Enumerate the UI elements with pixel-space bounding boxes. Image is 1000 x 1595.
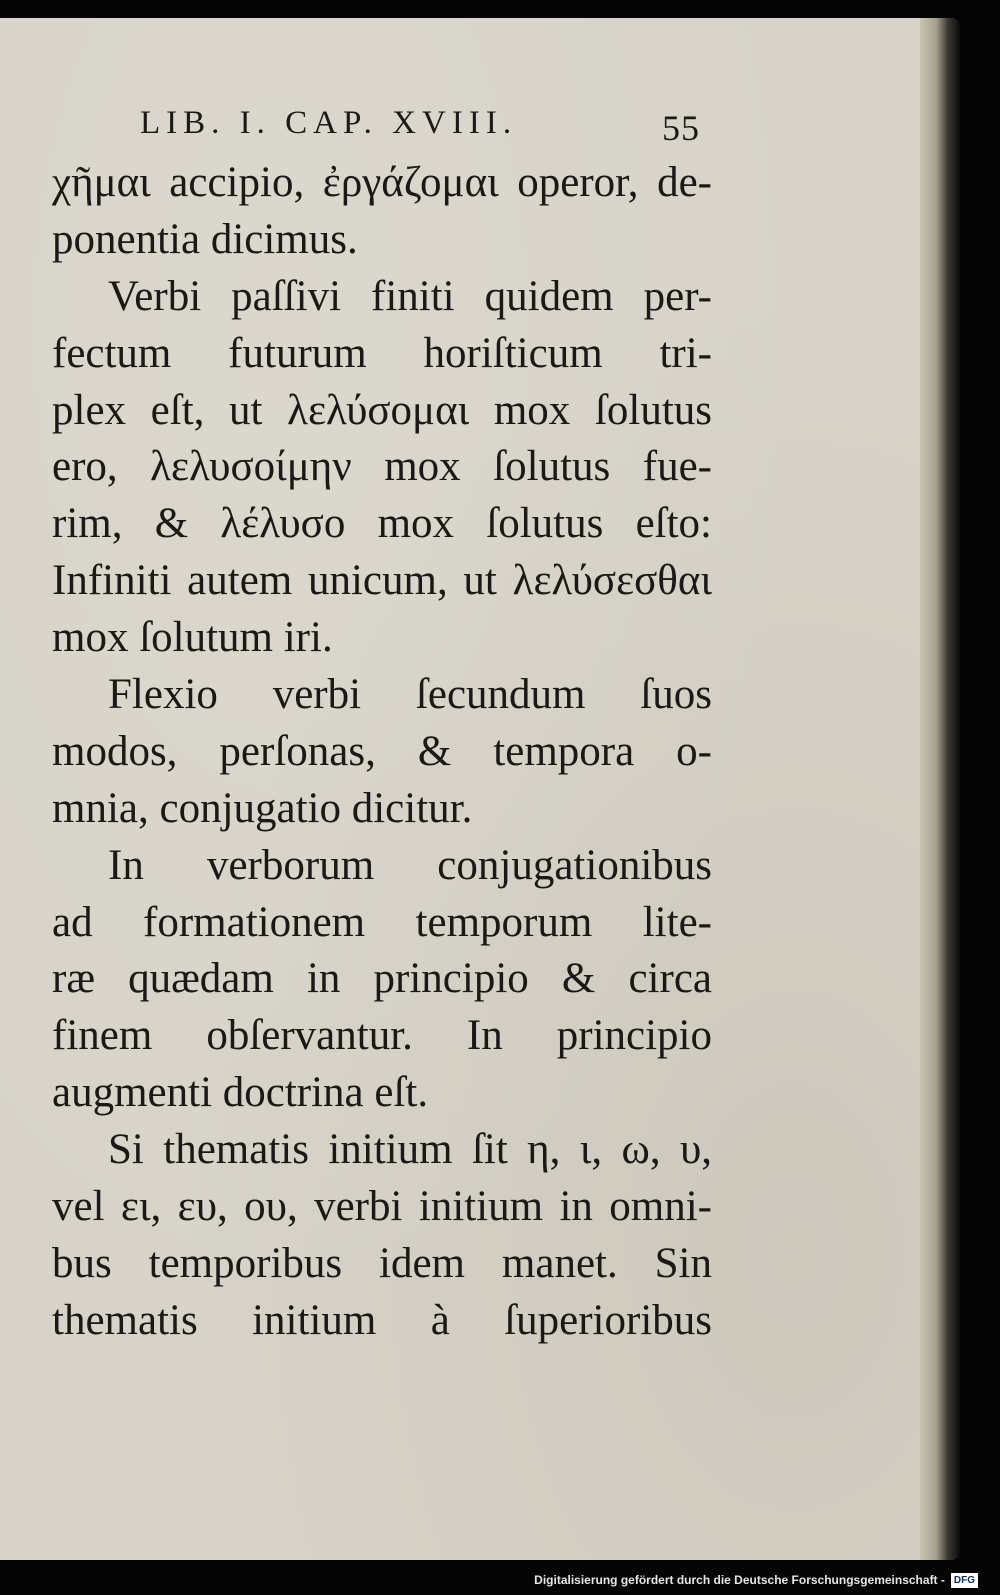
text-line: χῆμαι accipio, ἐργάζομαι operor, de-	[52, 159, 712, 206]
text-line: vel ει, ευ, ου, verbi initium in omni-	[52, 1183, 712, 1231]
text-line: mnia, conjugatio dicitur.	[52, 784, 473, 832]
page-header	[140, 105, 700, 155]
text-line: ad formationem temporum lite-	[52, 898, 712, 946]
text-line: thematis initium à ſuperioribus	[52, 1296, 712, 1344]
text-line: bus temporibus idem manet. Sin	[52, 1239, 712, 1287]
text-line: fectum futurum horiſticum tri-	[52, 329, 712, 377]
text-line: In verborum conjugationibus	[108, 841, 712, 889]
credit-text: Digitalisierung gefördert durch die Deutsche Forschungsgemeinschaft -	[534, 1573, 945, 1587]
text-line: modos, perſonas, & tempora o-	[52, 727, 712, 775]
body-text	[52, 155, 712, 1350]
text-line: Verbi paſſivi finiti quidem per-	[108, 272, 712, 320]
text-line: rim, & λέλυσο mox ſolutus eſto:	[52, 500, 712, 548]
text-line: Infiniti autem unicum, ut λελύσεσθαι	[52, 557, 712, 605]
running-title: LIB. I. CAP. XVIII.	[140, 105, 518, 141]
text-line: Flexio verbi ſecundum ſuos	[108, 671, 712, 719]
text-line: plex eſt, ut λελύσομαι mox ſolutus	[52, 386, 712, 434]
dfg-logo: DFG	[951, 1573, 978, 1588]
text-line: finem obſervantur. In principio	[52, 1012, 712, 1060]
text-line: ræ quædam in principio & circa	[52, 955, 712, 1003]
text-line: Si thematis initium ſit η, ι, ω, υ,	[108, 1126, 712, 1174]
text-line: ponentia dicimus.	[52, 215, 358, 263]
digitization-credit	[534, 1569, 978, 1591]
page-number: 55	[662, 108, 700, 148]
text-line: mox ſolutum iri.	[52, 614, 333, 662]
text-line: ero, λελυσοίμην mox ſolutus fue-	[52, 443, 712, 491]
page-edge	[920, 18, 960, 1560]
text-line: augmenti doctrina eſt.	[52, 1069, 429, 1117]
